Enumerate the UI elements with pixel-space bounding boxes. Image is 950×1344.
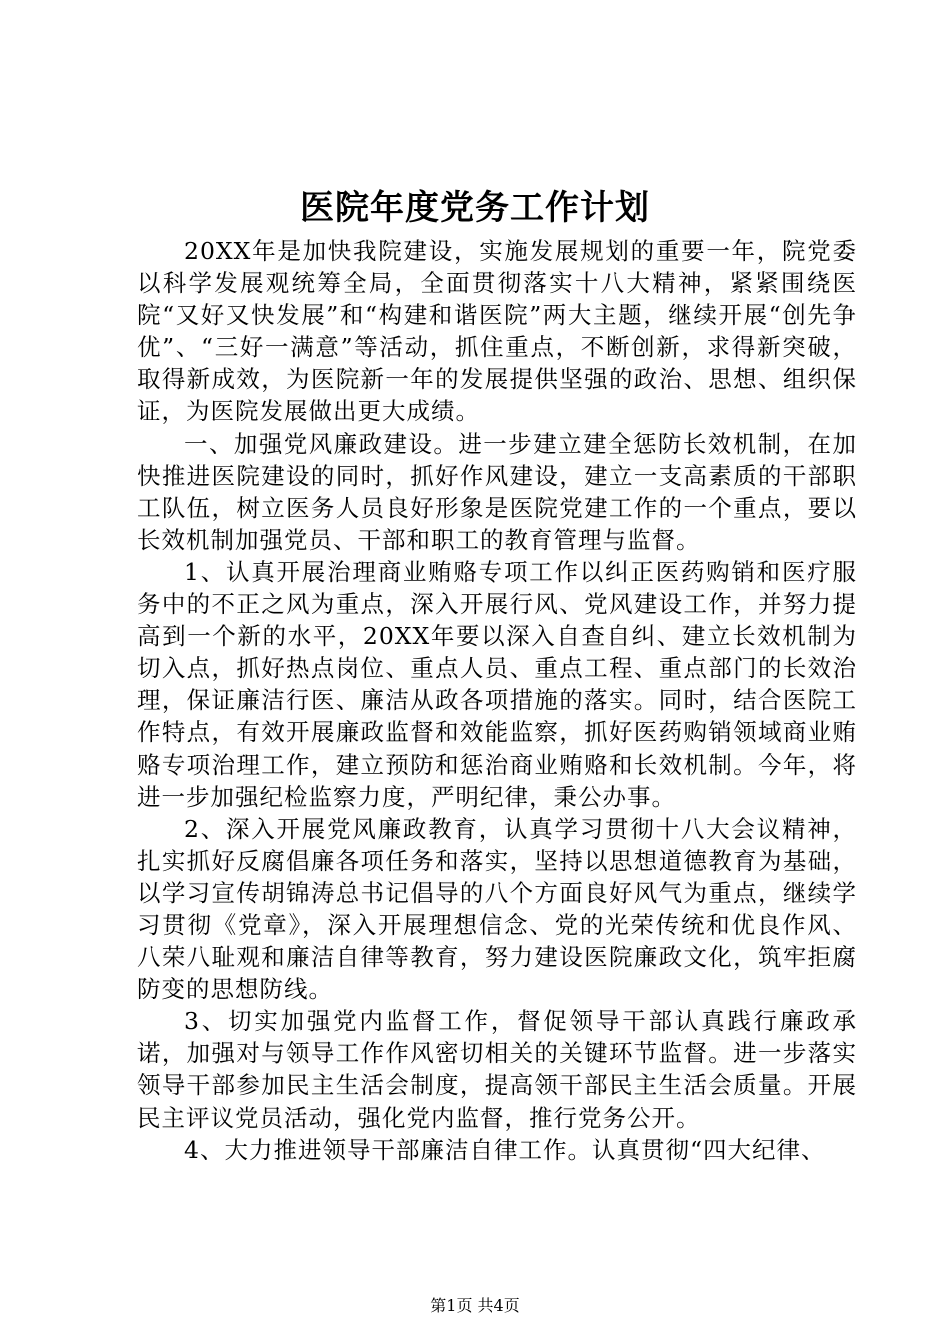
paragraph-section-1: 一、加强党风廉政建设。进一步建立建全惩防长效机制，在加快推进医院建设的同时，抓好作风建设，建立一支高素质的干部职工队伍，树立医务人员良好形象是医院党建工作的一个重点，要以长效机制加强党员、干部和职工的教育管理与监督。	[137, 429, 857, 554]
paragraph-item-4: 4、大力推进领导干部廉洁自律工作。认真贯彻“四大纪律、	[184, 1135, 826, 1164]
paragraph-intro: 20XX年是加快我院建设，实施发展规划的重要一年，院党委以科学发展观统筹全局，全面贯彻落实十八大精神，紧紧围绕医院“又好又快发展”和“构建和谐医院”两大主题，继续开展“创先争优”、“三好一满意”等活动，抓住重点，不断创新，求得新突破，取得新成效，为医院新一年的发展提供坚强的政治、思想、组织保证，为医院发展做出更大成绩。	[137, 237, 857, 426]
document-title: 医院年度党务工作计划	[300, 188, 650, 228]
document-body	[137, 235, 857, 1166]
paragraph-item-2: 2、深入开展党风廉政教育，认真学习贯彻十八大会议精神，扎实抓好反腐倡廉各项任务和落实，坚持以思想道德教育为基础，以学习宣传胡锦涛总书记倡导的八个方面良好风气为重点，继续学习贯彻《党章》，深入开展理想信念、党的光荣传统和优良作风、八荣八耻观和廉洁自律等教育，努力建设医院廉政文化，筑牢拒腐防变的思想防线。	[137, 814, 857, 1004]
paragraph-item-3: 3、切实加强党内监督工作，督促领导干部认真践行廉政承诺，加强对与领导工作作风密切相关的关键环节监督。进一步落实领导干部参加民主生活会制度，提高领干部民主生活会质量。开展民主评议党员活动，强化党内监督，推行党务公开。	[137, 1007, 857, 1132]
paragraph-item-1: 1、认真开展治理商业贿赂专项工作以纠正医药购销和医疗服务中的不正之风为重点，深入开展行风、党风建设工作，并努力提高到一个新的水平，20XX年要以深入自查自纠、建立长效机制为切入点，抓好热点岗位、重点人员、重点工程、重点部门的长效治理，保证廉洁行医、廉洁从政各项措施的落实。同时，结合医院工作特点，有效开展廉政监督和效能监察，抓好医药购销领域商业贿赂专项治理工作，建立预防和惩治商业贿赂和长效机制。今年，将进一步加强纪检监察力度，严明纪律，秉公办事。	[137, 557, 857, 811]
page-footer: 第1页 共4页	[430, 1296, 520, 1315]
